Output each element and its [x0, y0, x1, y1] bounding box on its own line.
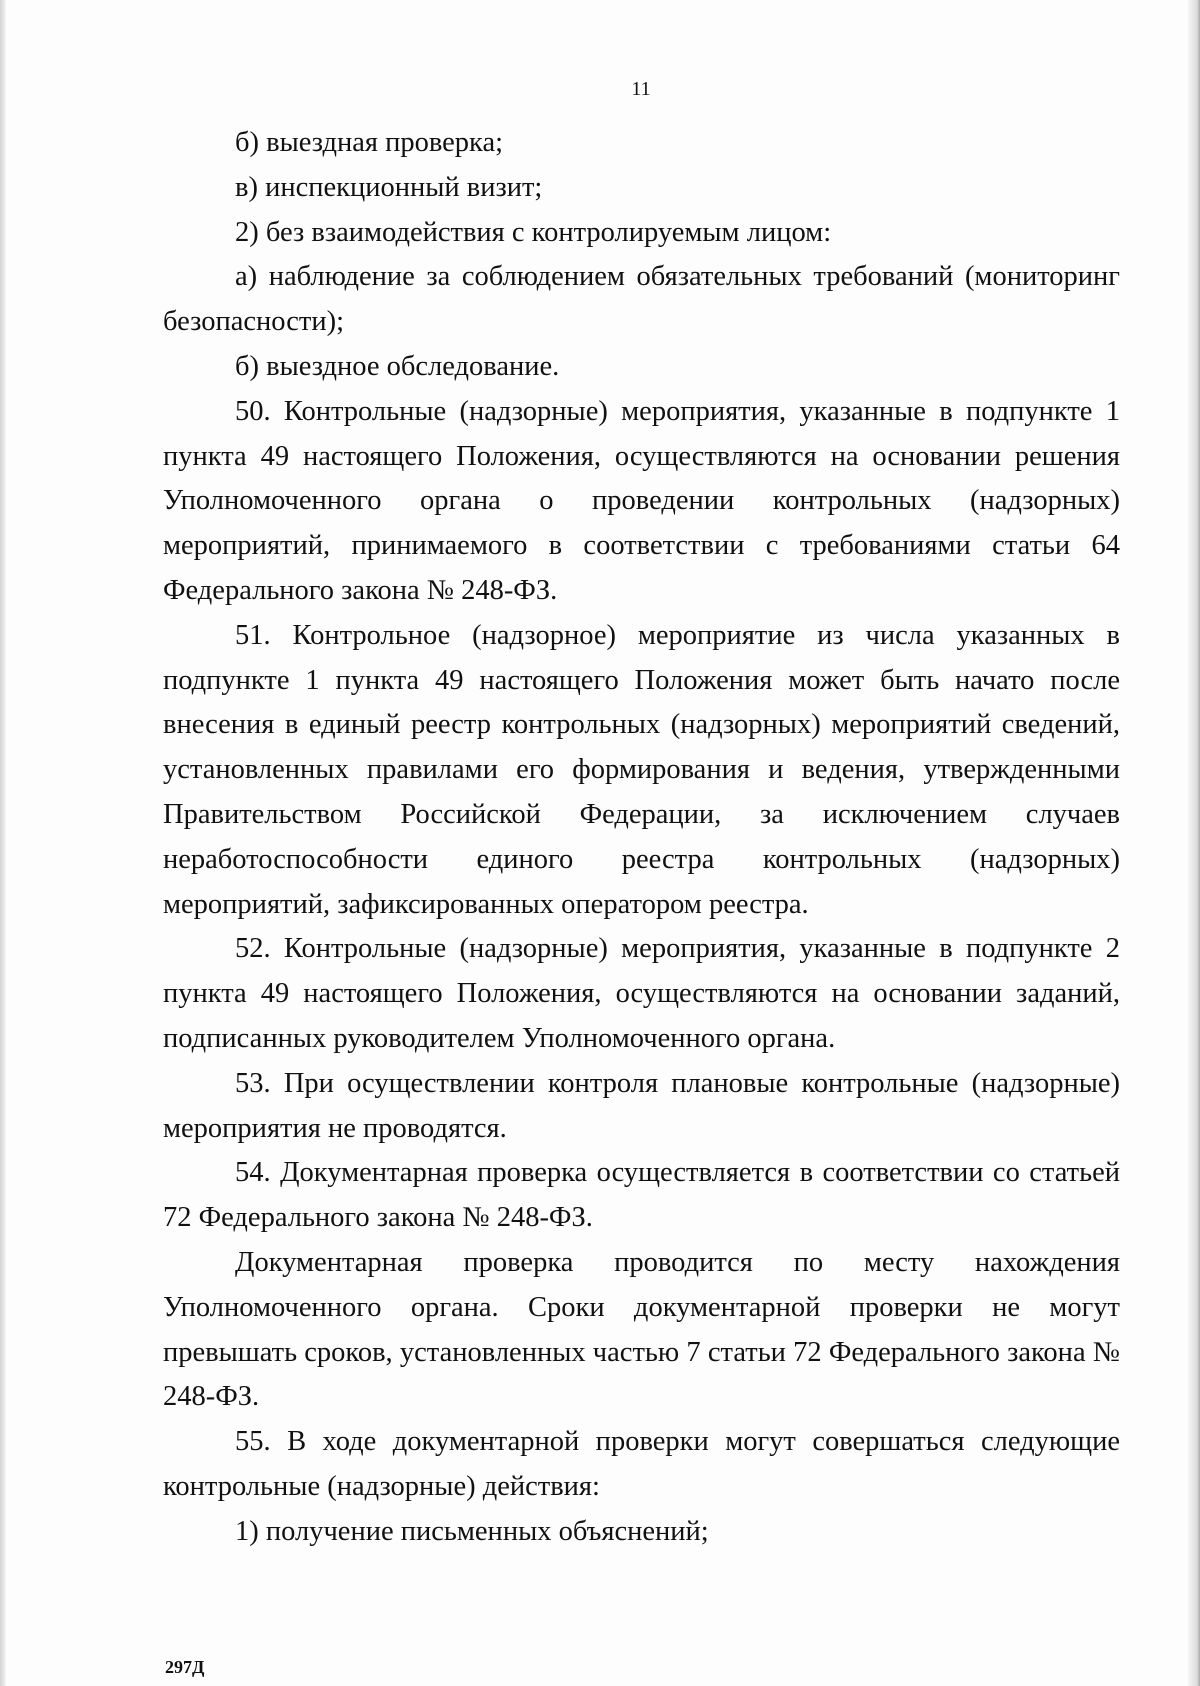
- scan-edge-left: [0, 0, 6, 1686]
- paragraph-54: 54. Документарная проверка осуществляется в соответствии со статьей 72 Федерального закона № 248-ФЗ.: [163, 1157, 1120, 1234]
- paragraph-52: 52. Контрольные (надзорные) мероприятия, указанные в подпункте 2 пункта 49 настоящего Положения, осуществляются на основании заданий, подписанных руководителем Уполномоченного органа.: [163, 933, 1120, 1054]
- document-body: [163, 121, 1120, 1555]
- paragraph-item-b-field-survey: б) выездное обследование.: [235, 350, 560, 382]
- paragraph-54-continued: Документарная проверка проводится по месту нахождения Уполномоченного органа. Сроки документарной проверки не могут превышать сроков, установленных частью 7 статьи 72 Федерального закона № 248-ФЗ.: [163, 1246, 1120, 1413]
- paragraph-item-v-inspection-visit: в) инспекционный визит;: [235, 171, 543, 203]
- paragraph-item-b-field-check: б) выездная проверка;: [235, 127, 504, 158]
- paragraph-item-a-monitoring: а) наблюдение за соблюдением обязательных требований (мониторинг безопасности);: [163, 261, 1120, 338]
- paragraph-50: 50. Контрольные (надзорные) мероприятия, указанные в подпункте 1 пункта 49 настоящего Положения, осуществляются на основании решения Уполномоченного органа о проведении контрольных (надзорных) мероприятий, принимаемого в соответствии с требованиями статьи 64 Федерального закона № 248-ФЗ.: [163, 395, 1120, 606]
- paragraph-53: 53. При осуществлении контроля плановые контрольные (надзорные) мероприятия не проводятся.: [163, 1067, 1120, 1144]
- scan-edge-right: [1188, 0, 1200, 1686]
- paragraph-55-item-1: 1) получение письменных объяснений;: [235, 1515, 709, 1547]
- paragraph-item-2-without-interaction: 2) без взаимодействия с контролируемым лицом:: [235, 216, 832, 248]
- page-number: 11: [631, 78, 651, 100]
- paragraph-55: 55. В ходе документарной проверки могут совершаться следующие контрольные (надзорные) действия:: [163, 1426, 1120, 1502]
- document-code: 297Д: [165, 1657, 205, 1677]
- paragraph-51: 51. Контрольное (надзорное) мероприятие из числа указанных в подпункте 1 пункта 49 настоящего Положения может быть начато после внесения в единый реестр контрольных (надзорных) мероприятий сведений, установленных правилами его формирования и ведения, утвержденными Правительством Российской Федерации, за исключением случаев неработоспособности единого реестра контрольных (надзорных) мероприятий, зафиксированных оператором реестра.: [163, 619, 1120, 920]
